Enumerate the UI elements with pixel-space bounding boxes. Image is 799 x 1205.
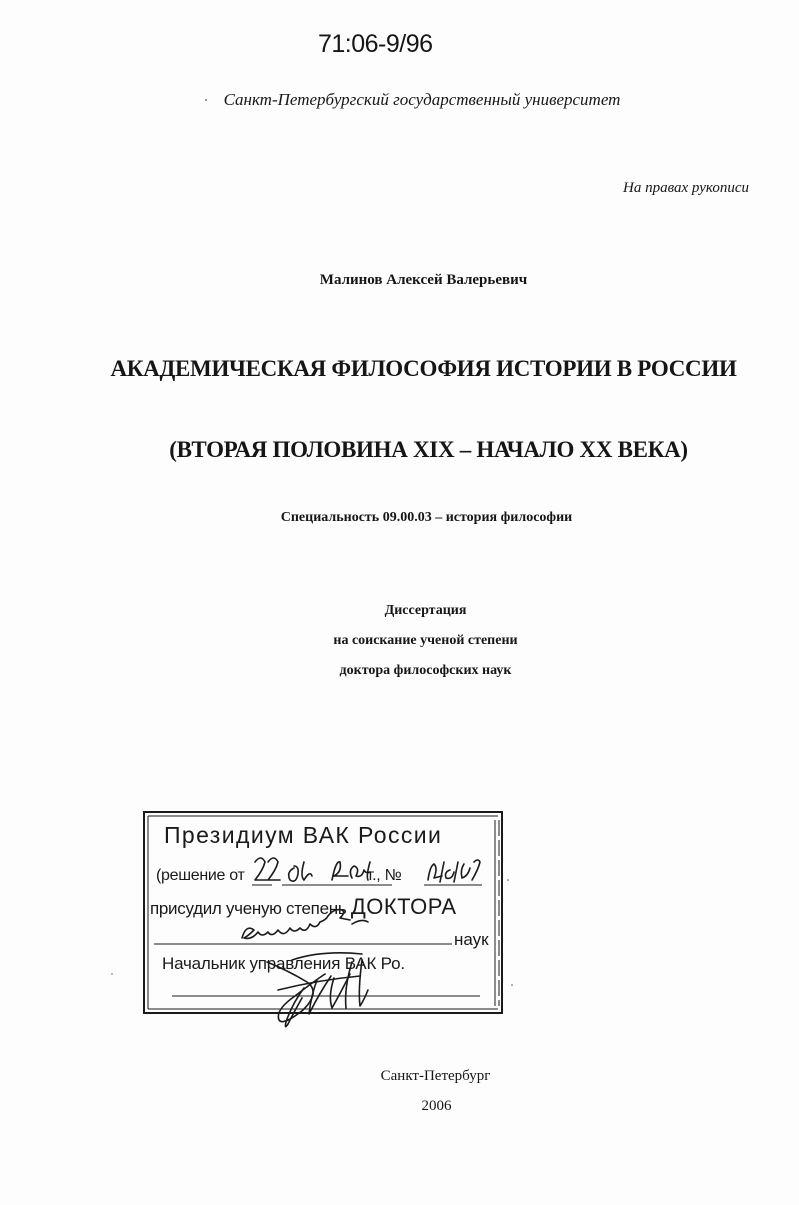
- stamp-decision-prefix: (решение от: [156, 867, 245, 884]
- dissertation-purpose: на соискание ученой степени: [333, 633, 518, 648]
- stamp-awarded-degree: ДОКТОРА: [350, 894, 457, 919]
- dissertation-label: Диссертация: [384, 603, 467, 618]
- stamp-decision-year-suffix: г., №: [368, 867, 402, 884]
- city: Санкт-Петербург: [380, 1068, 491, 1084]
- specialty: Специальность 09.00.03 – история философии: [280, 510, 573, 525]
- stamp-chief-line: Начальник управления ВАК Ро.: [162, 954, 405, 973]
- title-line-1: АКАДЕМИЧЕСКАЯ ФИЛОСОФИЯ ИСТОРИИ В РОССИИ: [110, 356, 737, 381]
- year: 2006: [421, 1098, 452, 1114]
- catalog-number: 71:06-9/96: [318, 30, 433, 58]
- title-line-2: (ВТОРАЯ ПОЛОВИНА XIX – НАЧАЛО XX ВЕКА): [169, 437, 688, 462]
- stamp-awarded-prefix: присудил ученую степень: [150, 899, 347, 918]
- manuscript-rights-note: На правах рукописи: [623, 180, 749, 196]
- stamp-sciences-word: наук: [454, 930, 489, 949]
- dissertation-degree: доктора философских наук: [339, 663, 512, 678]
- stamp-header: Президиум ВАК России: [164, 822, 443, 848]
- university-name: Санкт-Петербургский государственный университет: [223, 90, 621, 109]
- author-name: Малинов Алексей Валерьевич: [319, 272, 528, 288]
